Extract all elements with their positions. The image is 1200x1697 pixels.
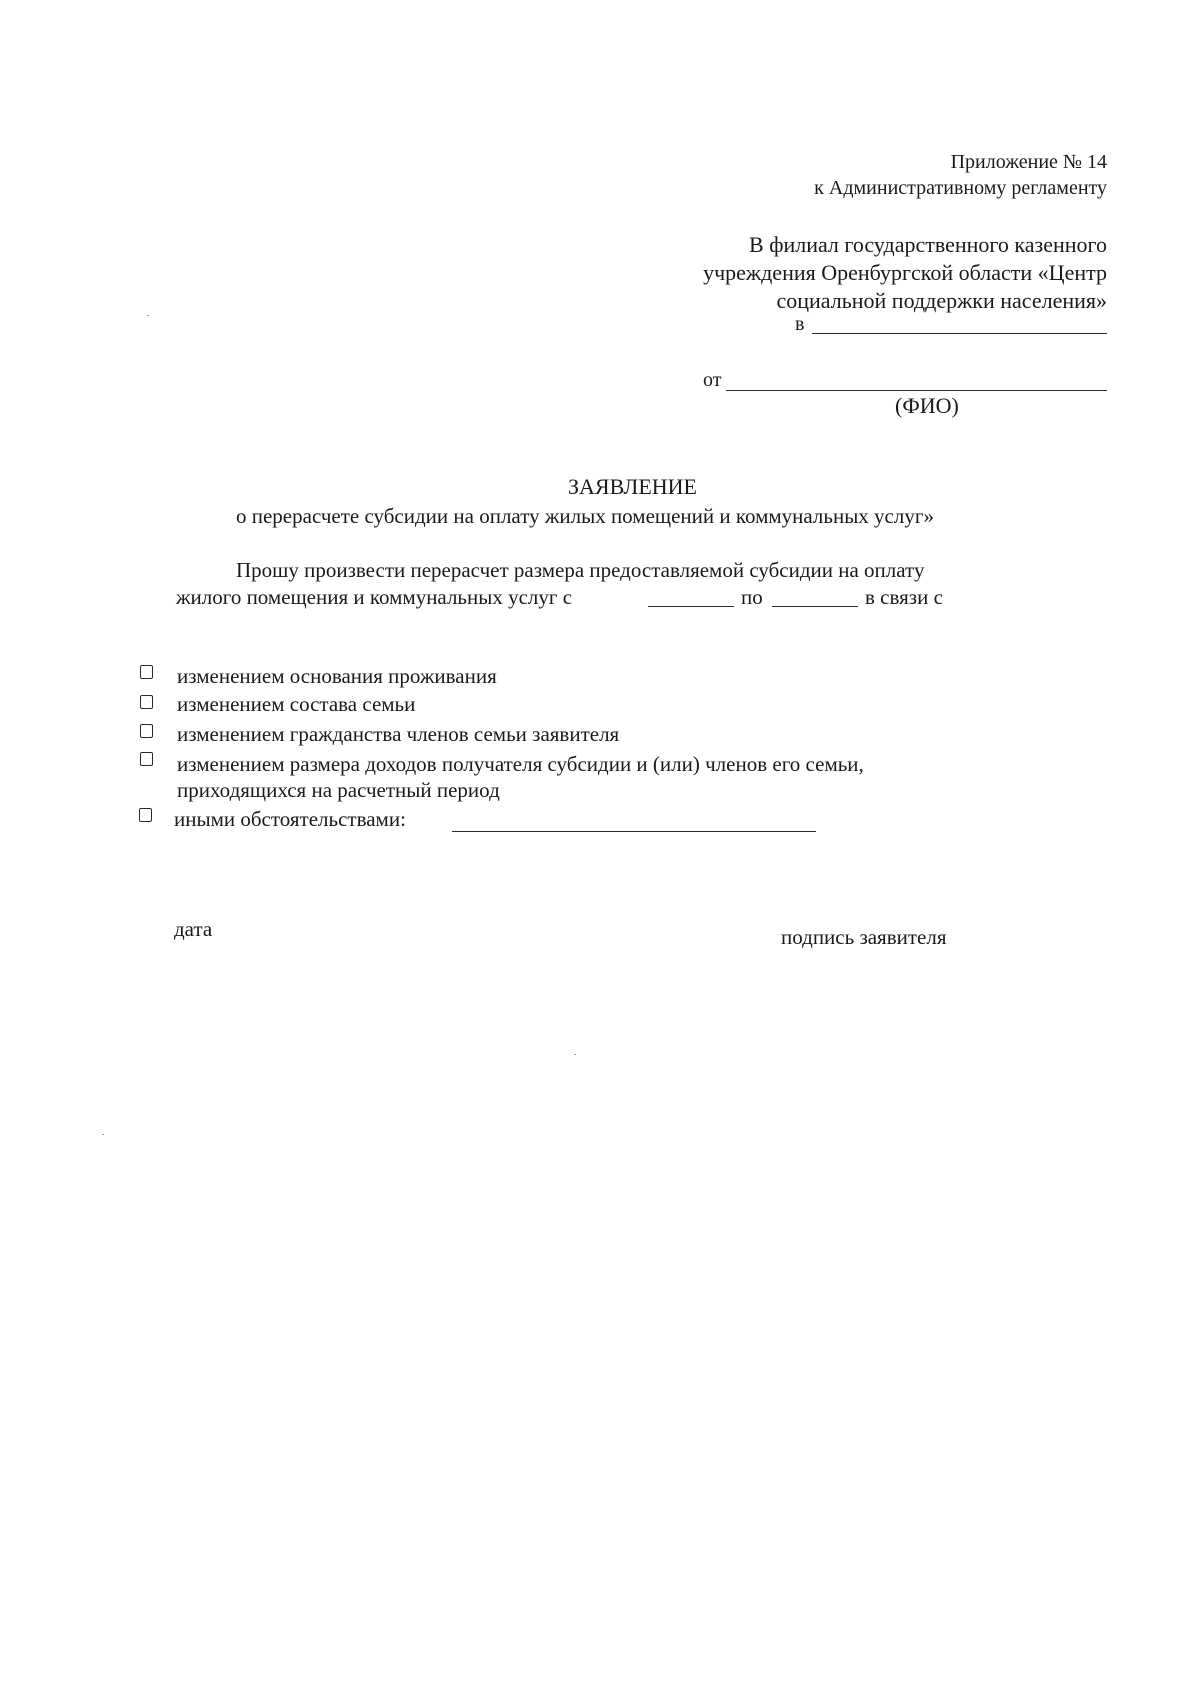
date-label: дата [174, 917, 213, 941]
option-citizenship-label: изменением гражданства членов семьи заявителя [177, 722, 620, 746]
option-family-composition-label: изменением состава семьи [177, 692, 416, 716]
fio-caption: (ФИО) [895, 393, 959, 418]
option-residence-basis-checkbox[interactable] [140, 665, 153, 679]
addressee-line-2: учреждения Оренбургской области «Центр [703, 260, 1107, 285]
option-family-composition-checkbox[interactable] [140, 695, 153, 709]
scan-speck [147, 315, 149, 316]
request-text-line-1: Прошу произвести перерасчет размера предоставляемой субсидии на оплату [236, 558, 925, 582]
period-to-field[interactable] [772, 606, 858, 607]
applicant-fio-field[interactable] [726, 390, 1107, 391]
period-from-field[interactable] [648, 606, 734, 607]
scan-speck [574, 1054, 576, 1055]
option-other-label: иными обстоятельствами: [174, 807, 406, 831]
signature-label: подпись заявителя [781, 925, 947, 949]
addressee-branch-field[interactable] [812, 333, 1107, 334]
addressee-from-prefix: от [703, 369, 722, 391]
request-text-line-2a: жилого помещения и коммунальных услуг с [176, 585, 573, 609]
request-text-line-2b: по [741, 585, 763, 609]
request-text-line-2c: в связи с [865, 585, 943, 609]
option-other-checkbox[interactable] [139, 808, 152, 822]
option-income-checkbox[interactable] [140, 752, 153, 766]
regulation-reference: к Административному регламенту [814, 177, 1107, 199]
other-circumstances-field[interactable] [452, 831, 816, 832]
addressee-in-prefix: в [795, 313, 805, 335]
option-citizenship-checkbox[interactable] [140, 724, 153, 738]
addressee-line-1: В филиал государственного казенного [749, 232, 1107, 257]
appendix-number: Приложение № 14 [950, 151, 1107, 173]
scan-speck [102, 1134, 104, 1135]
document-title: ЗАЯВЛЕНИЕ [568, 474, 697, 499]
addressee-line-3: социальной поддержки населения» [776, 288, 1107, 313]
option-income-label-continued: приходящихся на расчетный период [177, 778, 500, 802]
document-subtitle: о перерасчете субсидии на оплату жилых помещений и коммунальных услуг» [236, 504, 934, 528]
option-income-label: изменением размера доходов получателя субсидии и (или) членов его семьи, [177, 752, 864, 776]
option-residence-basis-label: изменением основания проживания [177, 664, 497, 688]
